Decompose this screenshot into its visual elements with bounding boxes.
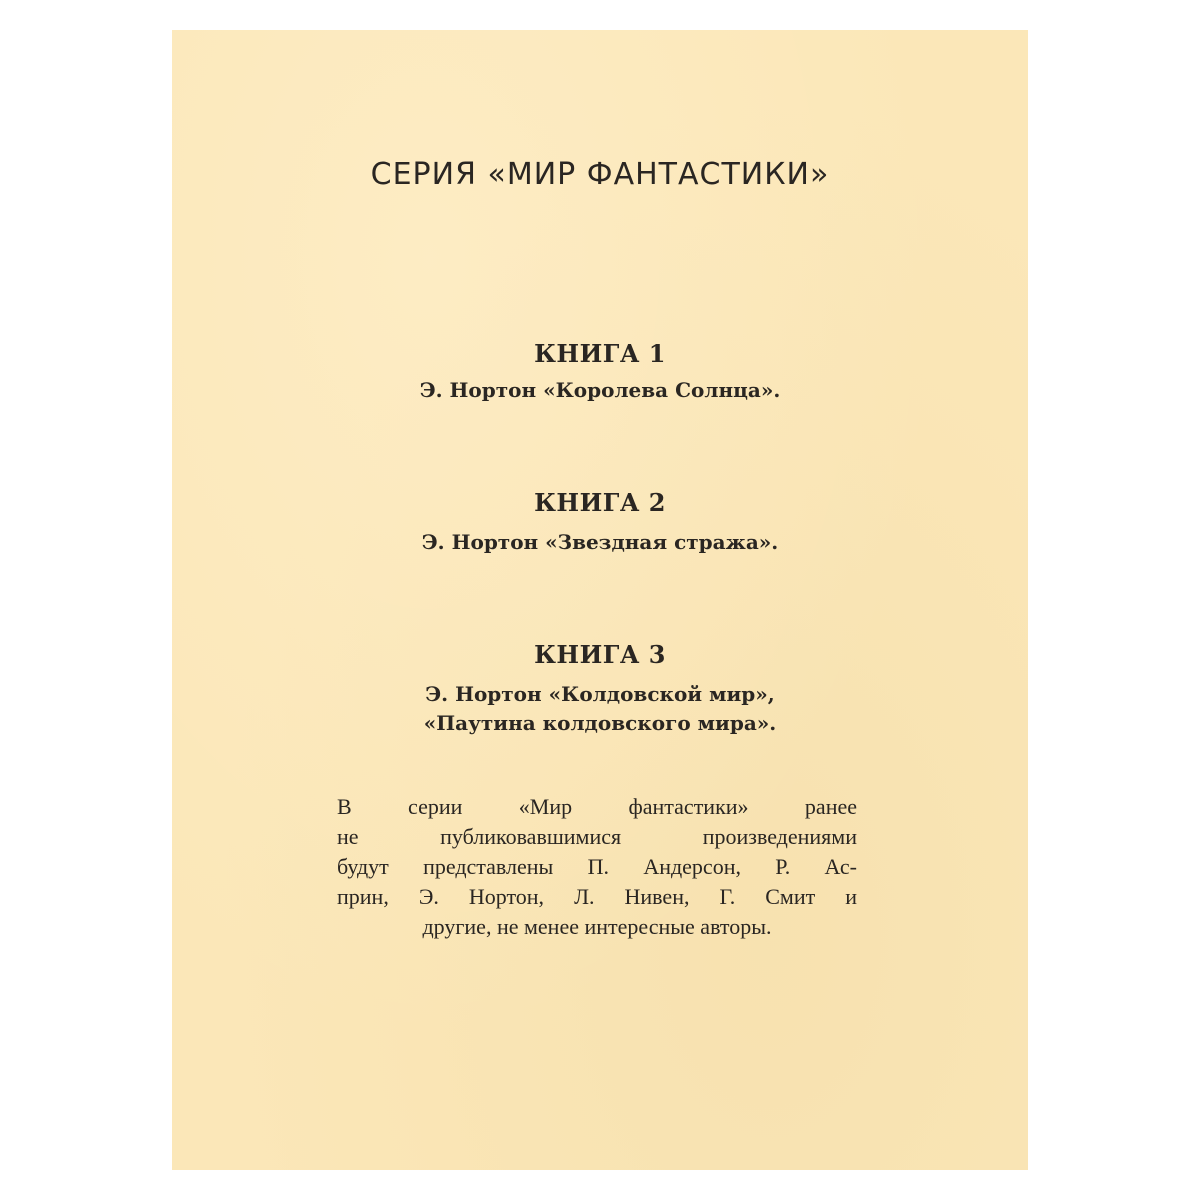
book-3-heading: КНИГА 3 [534, 640, 666, 669]
book-2-heading: КНИГА 2 [534, 488, 666, 517]
book-3-title-line-2: «Паутина колдовского мира». [423, 711, 777, 735]
note-line: В серии «Мир фантастики» ранее [337, 794, 857, 819]
book-3-title-line-1: Э. Нортон «Колдовской мир», [425, 682, 775, 706]
book-2-title: Э. Нортон «Звездная стража». [421, 530, 779, 554]
book-page [172, 30, 1028, 1170]
note-line: прин, Э. Нортон, Л. Нивен, Г. Смит и [337, 884, 857, 909]
series-title: СЕРИЯ «МИР ФАНТАСТИКИ» [370, 157, 830, 192]
note-line: не публиковавшимися произведениями [337, 824, 857, 849]
note-line: будут представлены П. Андерсон, Р. Ас- [337, 854, 857, 879]
series-note [337, 792, 857, 942]
note-line: другие, не менее интересные авторы. [422, 914, 772, 939]
book-1-title: Э. Нортон «Королева Солнца». [419, 378, 781, 402]
book-1-heading: КНИГА 1 [534, 339, 666, 368]
